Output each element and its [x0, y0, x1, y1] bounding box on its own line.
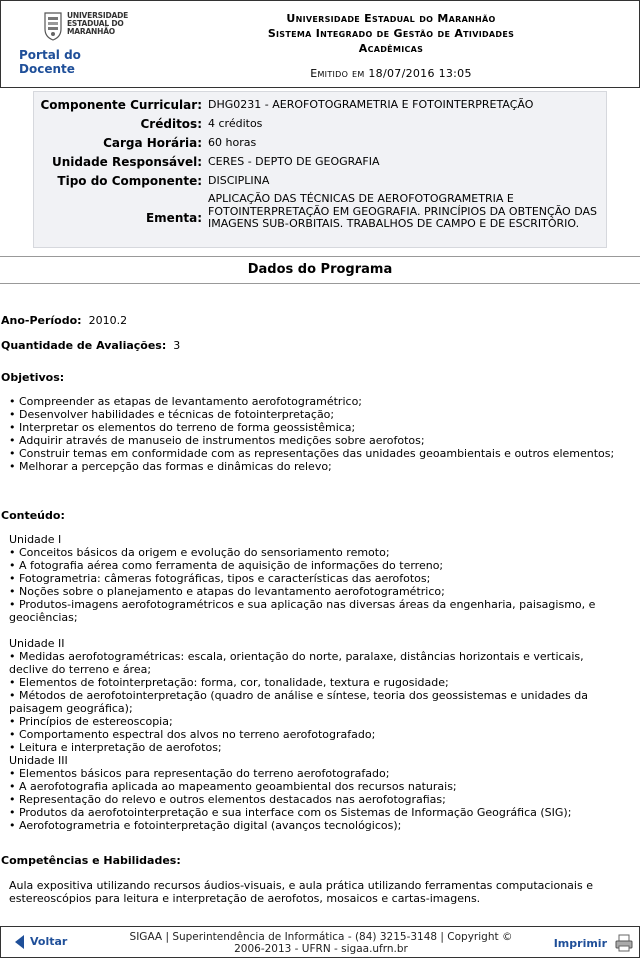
conteudo-list — [9, 533, 624, 832]
list-item: • Fotogrametria: câmeras fotográficas, tipos e características das aerofotos; — [9, 572, 431, 585]
list-item: • Adquirir através de manuseio de instrumentos medições sobre aerofotos; — [9, 434, 425, 447]
list-item: • Compreender as etapas de levantamento aerofotogramétrico; — [9, 395, 362, 408]
list-item: • Medidas aerofotogramétricas: escala, orientação do norte, paralaxe, distâncias horizontais e verticais, declive do terreno e área; — [9, 650, 584, 676]
list-item: • Elementos básicos para representação do terreno aerofotografado; — [9, 767, 390, 780]
competencias-text: Aula expositiva utilizando recursos áudios-visuais, e aula prática utilizando ferramentas computacionais e estereoscópios para leitura e interpretação de aerofotos, mosaicos e cartas-imagens. — [9, 879, 593, 905]
info-value: 4 créditos — [208, 117, 263, 130]
list-item: • Construir temas em conformidade com as representações das unidades geoambientais e outros elementos; — [9, 447, 615, 460]
list-item: • A fotografia aérea como ferramenta de aquisição de informações do terreno; — [9, 559, 444, 572]
info-label: Tipo do Componente: — [57, 174, 202, 188]
list-item: • Representação do relevo e outros elementos destacados nas aerofotografias; — [9, 793, 446, 806]
page-footer — [0, 926, 640, 958]
conteudo-title: Conteúdo: — [1, 509, 65, 522]
info-value: DHG0231 - AEROFOTOGRAMETRIA E FOTOINTERPRETAÇÃO — [208, 98, 534, 111]
list-item: Unidade II — [9, 637, 65, 650]
list-spacer — [9, 624, 624, 637]
divider — [0, 283, 640, 284]
list-item: • Interpretar os elementos do terreno de forma geossistêmica; — [9, 421, 356, 434]
competencias-title: Competências e Habilidades: — [1, 854, 181, 867]
objetivos-list — [9, 395, 624, 473]
info-label: Carga Horária: — [103, 136, 202, 150]
footer-credits: SIGAA | Superintendência de Informática - (84) 3215-3148 | Copyright © 2006-2013 - UFRN - sigaa.ufrn.br — [129, 931, 513, 955]
list-item: Unidade I — [9, 533, 62, 546]
list-item: • Desenvolver habilidades e técnicas de fotointerpretação; — [9, 408, 335, 421]
program-title: Dados do Programa — [247, 262, 393, 277]
list-item: • Produtos-imagens aerofotogramétricos e sua aplicação nas diversas áreas da engenharia, paisagismo, e geociências; — [9, 598, 596, 624]
info-label: Componente Curricular: — [40, 98, 202, 112]
divider — [0, 256, 640, 257]
info-label: Unidade Responsável: — [51, 155, 202, 169]
list-item: • Elementos de fotointerpretação: forma, cor, tonalidade, textura e rugosidade; — [9, 676, 449, 689]
info-label: Ementa: — [145, 211, 202, 225]
info-value: DISCIPLINA — [208, 174, 270, 187]
university-logo — [9, 9, 137, 76]
back-link[interactable]: Voltar — [15, 935, 67, 949]
info-value: 60 horas — [208, 136, 257, 149]
info-value: CERES - DEPTO DE GEOGRAFIA — [208, 155, 380, 168]
info-label: Créditos: — [140, 117, 202, 131]
report-header — [0, 0, 640, 88]
institution-name: Universidade Estadual do Maranhão Sistema Integrado de Gestão de Atividades Acadêmicas — [267, 12, 515, 55]
list-item: • Princípios de estereoscopia; — [9, 715, 173, 728]
component-info — [33, 91, 607, 248]
list-item: • Conceitos básicos da origem e evolução do sensoriamento remoto; — [9, 546, 390, 559]
list-item: Unidade III — [9, 754, 68, 767]
info-value: APLICAÇÃO DAS TÉCNICAS DE AEROFOTOGRAMETRIA E FOTOINTERPRETAÇÃO EM GEOGRAFIA. PRINCÍPIOS DA OBTENÇÃO DAS IMAGENS SUB-ORBITAIS. TRABALHOS DE CAMPO E DE ESCRITÓRIO. — [208, 192, 597, 230]
portal-title: Portal do Docente — [19, 48, 81, 76]
list-item: • Melhorar a percepção das formas e dinâmicas do relevo; — [9, 460, 332, 473]
objetivos-title: Objetivos: — [1, 371, 65, 384]
list-item: • A aerofotografia aplicada ao mapeamento geoambiental dos recursos naturais; — [9, 780, 457, 793]
list-item: • Comportamento espectral dos alvos no terreno aerofotografado; — [9, 728, 376, 741]
emission-date: Emitido em 18/07/2016 13:05 — [310, 67, 472, 80]
list-item: • Noções sobre o planejamento e atapas do levantamento aerofotogramétrico; — [9, 585, 445, 598]
ano-periodo: Ano-Período: 2010.2 — [1, 314, 128, 327]
list-item: • Produtos da aerofotointerpretação e sua interface com os Sistemas de Informação Geográfica (SIG); — [9, 806, 572, 819]
crest-icon — [43, 11, 63, 41]
list-item: • Métodos de aerofotointerpretação (quadro de análise e síntese, teoria dos geossistemas e unidades da paisagem geográfica); — [9, 689, 588, 715]
printer-icon[interactable] — [614, 933, 634, 953]
back-arrow-icon — [15, 935, 24, 949]
print-link[interactable]: Imprimir — [553, 937, 607, 950]
list-item: • Leitura e interpretação de aerofotos; — [9, 741, 222, 754]
logo-text: UNIVERSIDADE ESTADUAL DO MARANHÃO — [67, 11, 129, 36]
quantidade-avaliacoes: Quantidade de Avaliações: 3 — [1, 339, 181, 352]
list-item: • Aerofotogrametria e fotointerpretação digital (avanços tecnológicos); — [9, 819, 402, 832]
